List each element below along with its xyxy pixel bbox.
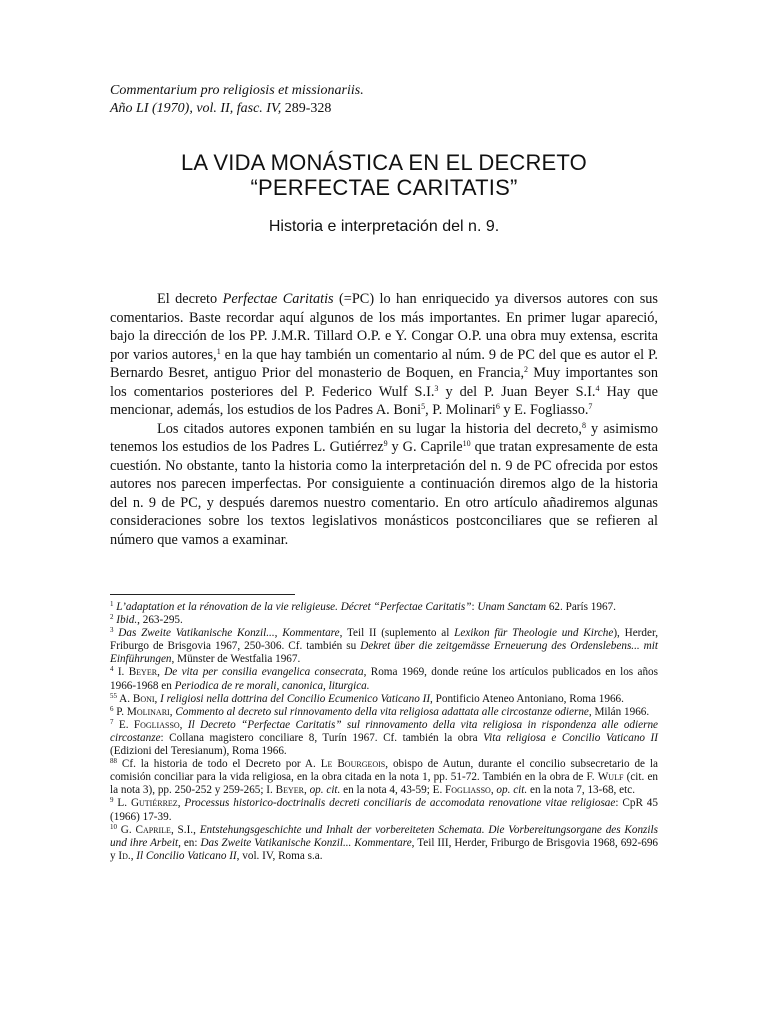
- author-name: Beyer: [128, 666, 158, 679]
- body-paragraph-2: [110, 420, 658, 550]
- text-run: L.: [113, 797, 131, 810]
- author-name: Caprile: [135, 823, 171, 836]
- footnote: [110, 614, 658, 627]
- text-run: G.: [117, 823, 136, 836]
- author-name: Fogliasso: [445, 784, 491, 797]
- footnote-marker: 4: [595, 383, 600, 393]
- footnote-marker: 7: [588, 402, 593, 411]
- author-name: Gutiérrez: [130, 797, 178, 810]
- journal-volume-line: [110, 100, 364, 118]
- text-run: (cit. en la nota 3), pp. 250-252 y 259-265; I.: [110, 771, 659, 797]
- footnote: [110, 719, 658, 758]
- text-run: Muy importantes son los comentarios posteriores del P. Federico Wulf S.I.: [110, 365, 658, 400]
- text-run: , Münster de Westfalia 1967.: [171, 653, 301, 666]
- footnote-marker: 9: [110, 796, 114, 805]
- text-run: y del P. Juan Beyer S.I.: [438, 383, 596, 400]
- body-paragraph-1: [110, 290, 658, 420]
- text-run: : Collana magistero conciliare 8, Turín 1967. Cf. también la obra: [160, 731, 484, 744]
- author-name: Le Bourgeois: [320, 758, 386, 771]
- footnote-marker: 9: [383, 439, 388, 448]
- footnote: [110, 601, 658, 614]
- text-run: Hay que mencionar, además, los estudios de los Padres A. Boni: [110, 383, 658, 418]
- text-run: (Edizioni del Teresianum), Roma 1966.: [110, 745, 287, 758]
- author-name: Molinari: [126, 705, 170, 718]
- italic-run: De vita per consilia evangelica consecrata: [164, 666, 364, 679]
- text-run: , Roma 1969, donde reúne los artículos publicados en los años 1966-1968 en: [110, 666, 659, 692]
- text-run: P.: [113, 705, 127, 718]
- italic-run: Processus historico-doctrinalis decreti conciliaris de accomodata renovatione vitae religiosae: [184, 797, 616, 810]
- italic-run: Perfectae Caritatis: [222, 291, 334, 307]
- text-run: en la nota 4, 43-59; E.: [340, 784, 446, 797]
- text-run: :: [471, 601, 478, 613]
- italic-run: Vita religiosa e Concilio Vaticano II: [483, 731, 658, 744]
- footnote-marker: 10: [462, 439, 471, 448]
- text-run: ,: [130, 849, 137, 862]
- footnotes: [110, 601, 658, 863]
- text-run: y E. Fogliasso.: [499, 402, 589, 418]
- text-run: : CpR 45 (1966) 17-39.: [110, 797, 658, 823]
- text-run: , vol. IV, Roma s.a.: [236, 849, 323, 862]
- text-run: ), Herder, Friburgo de Brisgovia 1967, 250-306. Cf. también su: [110, 627, 659, 653]
- italic-run: Commento al decreto sul rinnovamento della vita religiosa adattata alle circostanze odierne: [175, 705, 589, 718]
- text-run: , Milán 1966.: [588, 705, 650, 718]
- text-run: , Pontificio Ateneo Antoniano, Roma 1966.: [430, 692, 624, 705]
- footnote: [110, 824, 658, 863]
- text-run: El decreto: [157, 291, 223, 307]
- footnote-marker: 2: [524, 365, 529, 374]
- text-run: y G. Caprile: [387, 439, 463, 455]
- text-run: , S.I.,: [170, 823, 200, 836]
- footnote-separator: [110, 594, 295, 595]
- text-run: (=PC) lo han enriquecido ya diversos autores con sus comentarios. Baste recordar aquí algunos de los más importantes. En primer lugar apareció, bajo la dirección de los PP. J.M.R. Tillard O.P. e Y. Congar O.P. una obra muy extensa, escrita por varios autores,: [110, 291, 658, 363]
- italic-run: I religiosi nella dottrina del Concilio Ecumenico Vaticano II: [160, 692, 431, 705]
- italic-run: Il Concilio Vaticano II: [136, 849, 237, 862]
- italic-run: Ibid.: [116, 614, 138, 627]
- text-run: ,: [154, 692, 161, 705]
- text-run: Cf. la historia de todo el Decreto por A.: [117, 758, 321, 771]
- footnote: [110, 693, 658, 706]
- italic-run: Das Zweite Vatikanische Konzil..., Kommentare: [118, 627, 340, 640]
- text-run: , 263-295.: [137, 614, 183, 627]
- italic-run: op. cit.: [496, 784, 528, 797]
- footnote-marker: 55: [110, 691, 117, 700]
- title-line-1: LA VIDA MONÁSTICA EN EL DECRETO: [181, 150, 587, 175]
- journal-citation: [110, 82, 364, 118]
- text-run: ,: [169, 705, 176, 718]
- text-run: en la nota 7, 13-68, etc.: [527, 784, 635, 797]
- journal-volume: Año LI (1970), vol. II, fasc. IV,: [110, 101, 282, 116]
- footnote: [110, 706, 658, 719]
- italic-run: Il Decreto “Perfectae Caritatis” sul rinnovamento della vita religiosa in rispondenza alle odierne circostanze: [110, 718, 658, 744]
- footnote-marker: 8: [581, 420, 586, 430]
- footnote: [110, 797, 658, 823]
- text-run: , en:: [178, 836, 201, 849]
- footnote-marker: 2: [110, 613, 114, 622]
- journal-pages: 289-328: [281, 101, 332, 116]
- title-line-2: “PERFECTAE CARITATIS”: [250, 175, 518, 200]
- article-subtitle: Historia e interpretación del n. 9.: [268, 218, 500, 235]
- footnote-marker: 5: [421, 402, 426, 411]
- footnote: [110, 666, 658, 692]
- author-name: Fogliasso: [133, 718, 180, 731]
- text-run: , Teil III, Herder, Friburgo de Brisgovia 1968, 692-696 y: [110, 836, 659, 862]
- italic-run: Unam Sanctam: [477, 601, 547, 613]
- italic-run: Das Zweite Vatikanische Konzil... Kommentare: [200, 836, 412, 849]
- italic-run: Periodica de re morali, canonica, liturgica.: [174, 679, 370, 692]
- footnote-marker: 88: [110, 757, 117, 766]
- footnote-marker: 10: [110, 822, 117, 831]
- text-run: ,: [303, 784, 310, 797]
- italic-run: L’adaptation et la rénovation de la vie religieuse. Décret “Perfectae Caritatis”: [116, 601, 472, 613]
- author-name: Wulf: [597, 771, 624, 784]
- text-run: , Teil II (suplemento al: [339, 627, 455, 640]
- text-run: y asimismo tenemos los estudios de los Padres L. Gutiérrez: [110, 420, 659, 455]
- footnote: [110, 758, 658, 797]
- text-run: ,: [157, 666, 165, 679]
- journal-name: Commentarium pro religiosis et missionariis.: [110, 83, 364, 98]
- author-name: Id.: [118, 849, 131, 862]
- text-run: I.: [113, 666, 129, 679]
- text-run: A.: [117, 692, 133, 705]
- footnote-marker: 4: [110, 665, 114, 674]
- article-body: [110, 290, 658, 549]
- footnote-marker: 3: [434, 383, 439, 393]
- footnote-marker: 1: [110, 600, 114, 608]
- footnote-marker: 3: [110, 626, 114, 635]
- text-run: 62. París 1967.: [546, 601, 616, 613]
- italic-run: Lexikon für Theologie und Kirche: [454, 627, 614, 640]
- text-run: en la que hay también un comentario al núm. 9 de PC del que es autor el P. Bernardo Besret, antiguo Prior del monasterio de Boquen, en Francia,: [110, 346, 658, 381]
- italic-run: Entstehungsgeschichte und Inhalt der vorbereiteten Schemata. Die Vorbereitungsorgane des Konzils und ihre Arbeit: [110, 823, 658, 849]
- author-name: Boni: [132, 692, 155, 705]
- text-run: , obispo de Autun, durante el concilio subsecretario de la comisión conciliar para la vida religiosa, en la obra citada en la nota 1, pp. 51-72. También en la obra de F.: [110, 758, 658, 784]
- article-title: [0, 150, 768, 200]
- text-run: E.: [113, 718, 134, 731]
- text-run: ,: [177, 797, 185, 810]
- author-name: Beyer: [275, 784, 304, 797]
- footnote-marker: 6: [495, 402, 500, 411]
- footnote-marker: 6: [110, 704, 114, 713]
- text-run: Los citados autores exponen también en su lugar la historia del decreto,: [157, 420, 582, 437]
- italic-run: op. cit.: [309, 784, 341, 797]
- text-run: ,: [179, 718, 188, 731]
- text-run: ,: [490, 784, 497, 797]
- footnote: [110, 627, 658, 666]
- footnote-marker: 7: [110, 717, 114, 726]
- text-run: que tratan expresamente de esta cuestión. No obstante, tanto la historia como la interpretación del n. 9 de PC ofrecida por estos autores nos parecen imperfectas. Por consiguiente a continuación diremos algo de la historia del n. 9 de PC, y después daremos nuestro comentario. En otro artículo añadiremos algunas consideraciones sobre los textos legislativos monásticos postconciliares que se refieren al número que vamos a examinar.: [110, 439, 658, 548]
- italic-run: Dekret über die zeitgemässe Erneuerung des Ordenslebens... mit Einführungen: [110, 640, 658, 666]
- text-run: , P. Molinari: [425, 402, 496, 418]
- footnote-marker: 1: [216, 346, 221, 356]
